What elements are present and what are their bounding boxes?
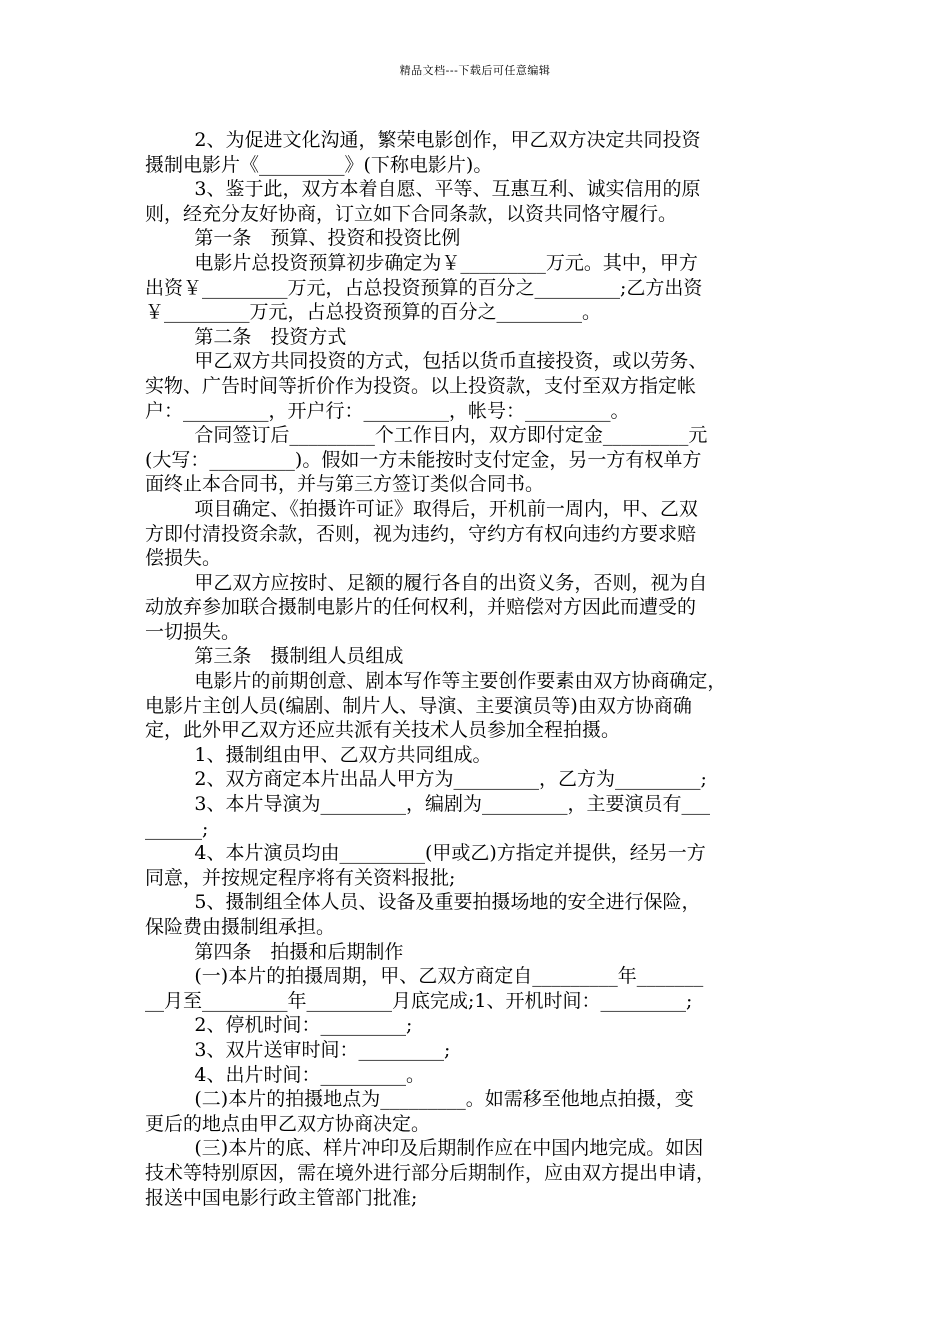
text-line: (大写：_________)。假如一方未能按时支付定金，另一方有权单方	[145, 448, 702, 471]
text-line: (一)本片的拍摄周期，甲、乙双方商定自_________年_______	[194, 965, 704, 988]
text-line: 电影片总投资预算初步确定为￥_________万元。其中，甲方	[194, 251, 698, 274]
text-line: 一切损失。	[145, 620, 241, 643]
text-line: 3、本片导演为_________，编剧为_________，主要演员有___	[194, 793, 710, 816]
text-line: (三)本片的底、样片冲印及后期制作应在中国内地完成。如因	[194, 1137, 704, 1160]
text-line: 方即付清投资余款，否则，视为违约，守约方有权向违约方要求赔	[145, 522, 697, 545]
text-line: 合同签订后_________个工作日内，双方即付定金_________元	[194, 424, 708, 447]
text-line: 4、出片时间：_________。	[194, 1063, 425, 1086]
text-line: 电影片的前期创意、剧本写作等主要创作要素由双方协商确定，	[194, 670, 727, 693]
text-line: 2、为促进文化沟通，繁荣电影创作，甲乙双方决定共同投资	[194, 129, 701, 151]
text-line: 报送中国电影行政主管部门批准;	[145, 1186, 418, 1209]
text-line: 第二条 投资方式	[194, 325, 347, 348]
text-line: 则，经充分友好协商，订立如下合同条款，以资共同恪守履行。	[145, 202, 678, 225]
text-line: 实物、广告时间等折价作为投资。以上投资款，支付至双方指定帐	[145, 374, 697, 397]
text-line: 2、停机时间：_________;	[194, 1014, 413, 1037]
text-line: 偿损失。	[145, 547, 222, 570]
text-line: 保险费由摄制组承担。	[145, 916, 336, 938]
text-line: 3、鉴于此，双方本着自愿、平等、互惠互利、诚实信用的原	[194, 178, 701, 201]
text-line: 同意，并按规定程序将有关资料报批;	[145, 866, 456, 889]
text-line: 出资￥_________万元，占总投资预算的百分之_________;乙方出资	[145, 276, 703, 299]
text-line: 甲乙双方应按时、足额的履行各自的出资义务，否则，视为自	[194, 571, 708, 594]
text-line: 电影片主创人员(编剧、制片人、导演、主要演员等)由双方协商确	[145, 694, 692, 717]
text-line: 定，此外甲乙双方还应共派有关技术人员参加全程拍摄。	[145, 719, 621, 742]
text-line: 第四条 拍摄和后期制作	[194, 940, 404, 963]
text-line: __月至_________年_________月底完成;1、开机时间：_________;	[145, 989, 693, 1012]
text-line: 2、双方商定本片出品人甲方为_________，乙方为_________;	[194, 768, 707, 791]
text-line: 第三条 摄制组人员组成	[194, 645, 404, 668]
text-line: ￥_________万元，占总投资预算的百分之_________。	[145, 301, 602, 324]
document-body	[145, 128, 810, 1210]
text-line: 5、摄制组全体人员、设备及重要拍摄场地的安全进行保险，	[194, 891, 701, 914]
text-line: ______;	[145, 817, 209, 840]
page-header: 精品文档---下载后可任意编辑	[399, 64, 551, 77]
text-line: 1、摄制组由甲、乙双方共同组成。	[194, 743, 492, 766]
text-line: 动放弃参加联合摄制电影片的任何权利，并赔偿对方因此而遭受的	[145, 596, 697, 619]
text-line: 3、双片送审时间：_________;	[194, 1038, 451, 1061]
text-line: 技术等特别原因，需在境外进行部分后期制作，应由双方提出申请，	[145, 1161, 716, 1184]
text-line: 项目确定、《拍摄许可证》取得后，开机前一周内，甲、乙双	[194, 497, 698, 520]
text-line: 摄制电影片《_________》(下称电影片)。	[145, 153, 493, 176]
text-line: 甲乙双方共同投资的方式，包括以货币直接投资，或以劳务、	[194, 350, 708, 373]
text-line: 面终止本合同书，并与第三方签订类似合同书。	[145, 473, 545, 496]
text-line: 户：_________，开户行：_________，帐号：_________。	[145, 399, 630, 422]
text-line: 4、本片演员均由_________(甲或乙)方指定并提供，经另一方	[194, 842, 706, 865]
text-line: 更后的地点由甲乙双方协商决定。	[145, 1112, 431, 1135]
text-line: 第一条 预算、投资和投资比例	[194, 227, 461, 250]
text-line: (二)本片的拍摄地点为_________。如需移至他地点拍摄，变	[194, 1088, 694, 1111]
